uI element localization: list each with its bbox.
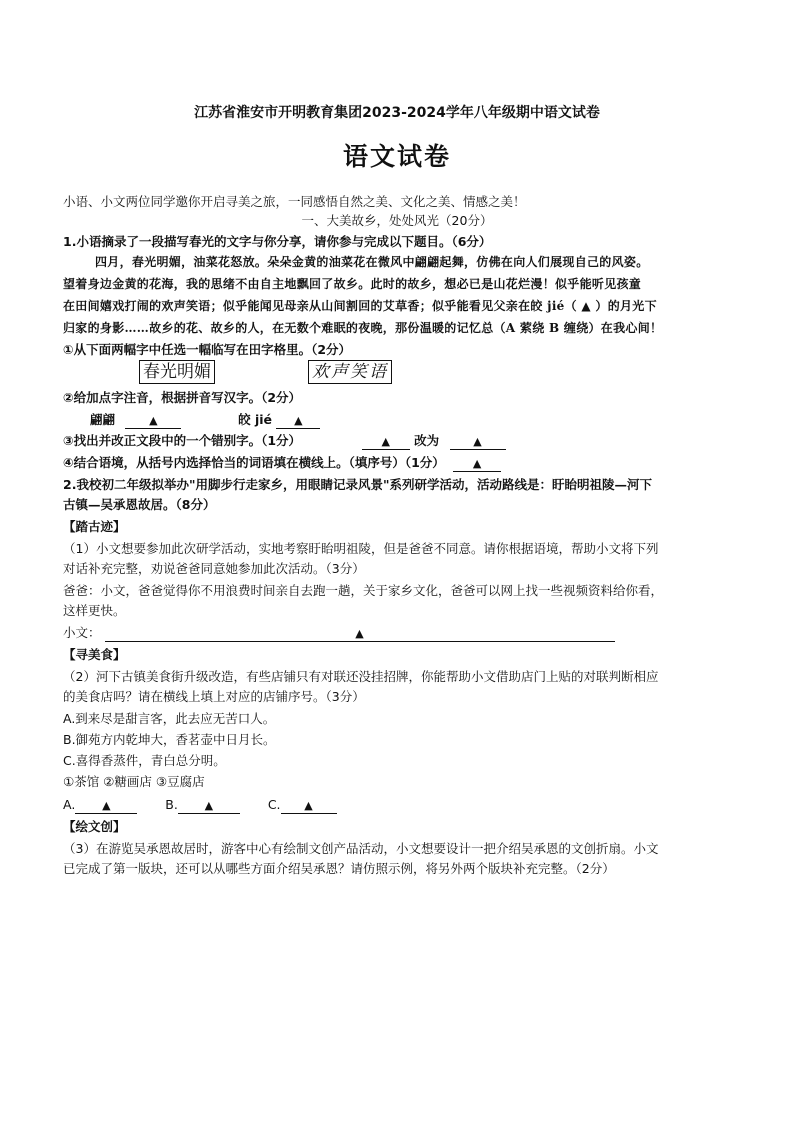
part3-title: 【绘文创】: [63, 819, 126, 834]
part3-question: （3）在游览吴承恩故居时，游客中心有绘制文创产品活动，小文想要设计一把介绍吴承恩的文创折扇。小文: [63, 841, 659, 856]
answer-blank-c[interactable]: ▲: [281, 799, 337, 814]
shop-options: ①茶馆 ②糖画店 ③豆腐店: [63, 774, 205, 789]
part1-question: （1）小文想要参加此次研学活动，实地考察盱眙明祖陵，但是爸爸不同意。请你根据语境，帮助小文将下列: [63, 541, 659, 556]
q1-sub4: ④结合语境，从括号内选择恰当的词语填在横线上。（填序号）（1分） ▲: [63, 454, 734, 472]
word-choice-blank[interactable]: ▲: [453, 457, 501, 472]
couplet-c: C.喜得香蒸件，青白总分明。: [63, 753, 226, 768]
xiaowen-reply: 小文： ▲: [63, 624, 734, 642]
part3-question: 已完成了第一版块，还可以从哪些方面介绍吴承恩？请仿照示例，将另外两个版块补充完整。（2分）: [63, 861, 615, 876]
part2-question: （2）河下古镇美食街升级改造，有些店铺只有对联还没挂招牌，你能帮助小文借助店门上贴的对联判断相应: [63, 669, 659, 684]
q2-stem-line: 古镇—吴承恩故居。（8分）: [63, 497, 216, 512]
wrong-char-blank[interactable]: ▲: [362, 435, 410, 450]
answer-blank-a[interactable]: ▲: [75, 799, 137, 814]
exam-title: 语文试卷: [342, 142, 451, 171]
correct-char-blank[interactable]: ▲: [450, 435, 506, 450]
q1-sub1: ①从下面两幅字中任选一幅临写在田字格里。（2分）: [63, 342, 352, 357]
part2-question: 的美食店吗？请在横线上填上对应的店铺序号。（3分）: [63, 689, 365, 704]
q1-sub3: ③找出并改正文段中的一个错别字。（1分） ▲ 改为 ▲: [63, 432, 734, 450]
answer-blank-b[interactable]: ▲: [178, 799, 240, 814]
passage-line: 在田间嬉戏打闹的欢声笑语；似乎能闻见母亲从山间割回的艾草香；似乎能看见父亲在皎 jié（ ▲ ）的月光下: [63, 299, 657, 313]
part2-title: 【寻美食】: [63, 647, 126, 662]
pinyin-word-2: 皎 jié: [238, 412, 272, 427]
exam-subtitle: 江苏省淮安市开明教育集团2023-2024学年八年级期中语文试卷: [194, 105, 600, 121]
part1-title: 【踏古迹】: [63, 519, 126, 534]
xiaowen-answer-blank[interactable]: ▲: [105, 627, 615, 642]
section-heading: 一、大美故乡，处处风光（20分）: [301, 213, 493, 228]
pinyin-word-1: 翩翩: [90, 412, 116, 427]
couplet-answers: A. ▲ B. ▲ C. ▲: [63, 796, 734, 814]
answer-blank[interactable]: ▲: [125, 414, 181, 429]
answer-blank[interactable]: ▲: [276, 414, 320, 429]
passage-line: 归家的身影……故乡的花、故乡的人，在无数个难眠的夜晚，那份温暖的记忆总（A 萦绕 B 缠绕）在我心间！: [63, 321, 663, 335]
q2-stem-line: 2.我校初二年级拟举办"用脚步行走家乡，用眼睛记录风景"系列研学活动，活动路线是：盱眙明祖陵—河下: [63, 477, 652, 492]
q1-sub2: ②给加点字注音，根据拼音写汉字。（2分）: [63, 390, 302, 405]
dad-speech: 爸爸：小文，爸爸觉得你不用浪费时间亲自去跑一趟，关于家乡文化，爸爸可以网上找一些视频资料给你看，: [63, 583, 664, 598]
part1-question: 对话补充完整，劝说爸爸同意她参加此次活动。（3分）: [63, 561, 365, 576]
q1-sub2-answers: [90, 411, 734, 429]
calligraphy-sample-1: 春光明媚: [139, 360, 215, 384]
dad-speech: 这样更快。: [63, 603, 126, 618]
intro-text: 小语、小文两位同学邀你开启寻美之旅，一同感悟自然之美、文化之美、情感之美！: [63, 194, 526, 209]
couplet-a: A.到来尽是甜言客，此去应无苦口人。: [63, 711, 276, 726]
calligraphy-sample-2: 欢声笑语: [308, 360, 392, 384]
passage-line: 望着身边金黄的花海，我的思绪不由自主地飘回了故乡。此时的故乡，想必已是山花烂漫！似乎能听见孩童: [63, 277, 642, 291]
passage-line: 四月，春光明媚，油菜花怒放。朵朵金黄的油菜花在微风中翩翩起舞，仿佛在向人们展现自己的风姿。: [95, 255, 649, 269]
q1-stem: 1.小语摘录了一段描写春光的文字与你分享，请你参与完成以下题目。（6分）: [63, 234, 492, 249]
couplet-b: B.御苑方内乾坤大，香茗壶中日月长。: [63, 732, 276, 747]
